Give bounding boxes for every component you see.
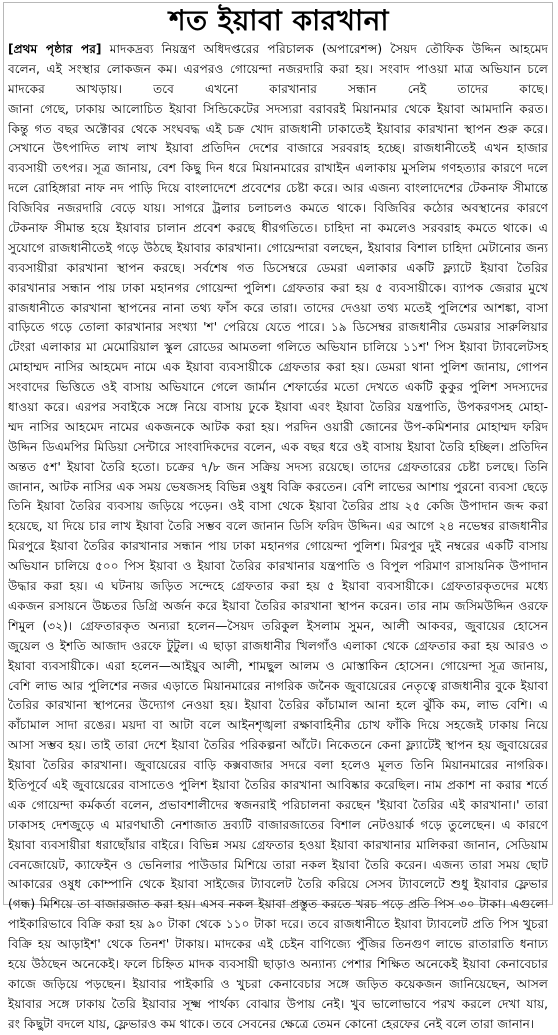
article-line: বেনজোয়েট, ক্যাফেইন ও ভেনিলার পাউডার মিশিয়ে তারা নকল ইয়াবা তৈরি করেন। এজন্য তারা সময় ছোট	[8, 857, 548, 872]
article-line: বাড়িতে গড়ে তোলা কারখানার সংখ্যা 'শ' পেরিয়ে যেতে পারে। ১৯ ডিসেম্বর রাজধানীর ডেমরার সারুলিয়ার	[8, 320, 548, 335]
article-line: রাজধানীতে কারখানা স্থাপনের নানা তথ্য ফাঁস করে তারা। তাদের দেওয়া তথ্য মতেই পুলিশের আশঙ্কা, বাসা	[8, 300, 548, 315]
article-line: জুয়েল ও ইশতি আজাদ ওরফে টুটুল। এ ছাড়া রাজধানীর খিলগাঁও এলাকা থেকে গ্রেফতার করা হয় আরও ৩	[8, 638, 548, 653]
article-line: অন্তত ৫শ' ইয়াবা তৈরি হতো। চক্রের ৭/৮ জন সক্রিয় সদস্য রয়েছে। তাদের গ্রেফতারের চেষ্টা চলছে। তিনি	[8, 459, 548, 474]
article-line: মোহাম্মদ নাসির আহমেদ নামে এক ইয়াবা ব্যবসায়ীকে গ্রেফতার করা হয়। ডেমরা থানা পুলিশ জানায়, গোপন	[8, 360, 548, 375]
article-line: বলেন, এই সংস্থার লোকজন কম। এরপরও গোয়েন্দা নজরদারি করা হয়। সংবাদ পাওয়া মাত্র অভিযান চলে	[8, 61, 548, 76]
article-line: তৈরির কারখানা স্থাপনের উদ্যোগ নেওয়া হয়। ইয়াবা তৈরির কাঁচামাল আনা হলে ঝুঁকি কম, লাভ বেশি। এ	[8, 698, 548, 713]
article-line: সুযোগে রাজধানীতেই গড়ে উঠছে ইয়াবার কারখানা। গোয়েন্দারা বলছেন, ইয়াবার বিশাল চাহিদা মেটানোর জন্য	[8, 240, 548, 255]
continued-from-label: [প্রথম পৃষ্ঠার পর]	[8, 42, 102, 56]
article-line: হয়েছে, যা দিয়ে চার লাখ ইয়াবা তৈরি সম্ভব বলে জানান ডিসি ফরিদ উদ্দিন। এর আগে ২৪ নভেম্বর রাজধানীর	[8, 519, 548, 534]
article-line: মিরপুরে ইয়াবা তৈরির কারখানার সন্ধান পায় ঢাকা মহানগর গোয়েন্দা পুলিশ। মিরপুর দুই নম্বরের একটি বাসায়	[8, 539, 548, 554]
article-line: সেখানে উৎপাদিত লাখ লাখ ইয়াবা প্রতিদিন দেশের বাজারে সরবরাহ হচ্ছে। রাজধানীতেই এখন হাজার	[8, 141, 548, 156]
article-line: কাজে জড়িয়ে পড়ছেন। ইয়াবার পাইকারি ও খুচরা কেনাবেচার সঙ্গে জড়িত কয়েকজন জানিয়েছেন, আসল	[8, 976, 548, 991]
article-line: টেংরা এলাকার মা মেমোরিয়াল স্কুল রোডের আমতলা গলিতে অভিযান চালিয়ে ১১শ' পিস ইয়াবা ট্যাবলেটসহ	[8, 340, 548, 355]
article-line: আসা সম্ভব হয়। তাই তারা দেশে ইয়াবা তৈরির পরিকল্পনা আঁটে। নিকেতনে কেনা ফ্ল্যাটেই স্থাপন হয় জুবায়েরের	[8, 738, 548, 753]
article-line: একজন রসায়নে উচ্চতর ডিগ্রি অর্জন করে ইয়াবা তৈরির কারখানা স্থাপন করেন। তার নাম জসিমউদ্দিন ওরফে	[8, 598, 548, 613]
article-line: ব্যবসায়ীরা কারখানা স্থাপন করছে। সর্বশেষ গত ডিসেম্বরে ডেমরা এলাকার একটি ফ্ল্যাটে ইয়াবা তৈরির	[8, 260, 548, 275]
article-line: কাঁচামাল সাদা রঙের। ময়দা বা আটা বলে আইনশৃঙ্খলা রক্ষাবাহিনীর চোখ ফাঁকি দিয়ে সহজেই ঢাকায় নিয়ে	[8, 718, 548, 733]
article-line: শিমুল (৩২)। গ্রেফতারকৃত অন্যরা হলেন—সৈয়দ তরিকুল ইসলাম সুমন, আলী আকবর, জুবায়ের হোসেন	[8, 618, 548, 633]
article-line: বিক্রি হয় আড়াইশ' থেকে তিনশ' টাকায়। মাদকের এই চেইন বাণিজ্যে পুঁজির তিনগুণ লাভে রাতারাতি ধনাঢ্য	[8, 937, 548, 952]
article-line: আকারের ওষুধ কোম্পানি থেকে ইয়াবা সাইজের ট্যাবলেট তৈরি করিয়ে সেসব ট্যাবলেটে শুধু ইয়াবার ফ্লেভার	[8, 877, 548, 892]
article-line: সংবাদের ভিত্তিতে ওই বাসায় অভিযানে গেলে জার্মান শেফার্ডের মতো দেখতে একটি কুকুর পুলিশ সদস্যদের	[8, 380, 548, 395]
article-line: উদ্দিন ডিএমপির মিডিয়া সেন্টারে সাংবাদিকদের বলেন, এক বছর ধরে ওই বাসায় ইয়াবা তৈরি হচ্ছিল। প্রতিদিন	[8, 439, 548, 454]
article-line	[8, 40, 548, 60]
article-line: মাদকের আখড়ায়। তবে এখনো কারখানার সন্ধান নেই তাদের কাছে।	[8, 81, 548, 96]
article-line: কিন্তু গত বছর অক্টোবর থেকে সংঘবদ্ধ এই চক্র খোদ রাজধানী ঢাকাতেই ইয়াবার কারখানা স্থাপন শুরু করে।	[8, 121, 548, 136]
article-line: টেকনাফ সীমান্ত হয়ে ইয়াবার চালান প্রবেশ করছে ধীরগতিতে। চাহিদা না কমলেও সরবরাহ কমতে থাকে। এ	[8, 221, 548, 236]
article-line: বিজিবির নজরদারি বেড়ে যায়। সাগরে ট্রলার চলাচলও কমতে থাকে। বিজিবির কঠোর অবস্থানের কারণে	[8, 201, 548, 216]
article-line: হয়ে উঠছেন অনেকেই। ফলে চিহ্নিত মাদক ব্যবসায়ী ছাড়াও অন্যান্য পেশার শিক্ষিত অনেকেই ইয়াবা কেনাবেচার	[8, 956, 548, 971]
article-line: উদ্ধার করা হয়। এ ঘটনায় জড়িত সন্দেহে গ্রেফতার করা হয় ৫ ইয়াবা ব্যবসায়ীকে। গ্রেফতারকৃতদের মধ্যে	[8, 579, 548, 594]
article-line: বেশি লাভ আর পুলিশের নজর এড়াতে মিয়ানমারের নাগরিক জনৈক জুবায়েরের নেতৃত্বে রাজধানীর বুকে ইয়াবা	[8, 678, 548, 693]
article-line: রং কিছুটা বদলে যায়, ফ্লেভারও কম থাকে। তবে সেবনের ক্ষেত্রে তেমন কোনো হেরফের নেই বলে তারা জানান।	[8, 1016, 535, 1031]
article-line: ধাওয়া করে। এরপর সবাইকে সঙ্গে নিয়ে বাসায় ঢুকে ইয়াবা এবং ইয়াবা তৈরির যন্ত্রপাতি, উপকরণসহ মোহা-	[8, 400, 548, 415]
article-headline: শত ইয়াবা কারখানা	[169, 4, 389, 37]
article-line: ইতিপূর্বে এই জুবায়েরের বাসাতেও পুলিশ ইয়াবা তৈরির কারখানা আবিষ্কার করেছিল। নাম প্রকাশ না করার শর্তে	[8, 777, 548, 792]
article-line: (গন্ধ) মিশিয়ে তা বাজারজাত করা হয়। এসব নকল ইয়াবা প্রস্তুত করতে খরচ পড়ে প্রতি পিস ৩০ টাকা। এগুলো	[8, 897, 548, 912]
article-line: ইয়াবা ব্যবসায়ীরা ধরাছোঁয়ার বাইরে। বিভিন্ন সময় গ্রেফতার হওয়া ইয়াবা কারখানার মালিকরা জানান, সেডিয়াম	[8, 837, 548, 852]
article-line-text: মাদকদ্রব্য নিয়ন্ত্রণ অধিদপ্তরের পরিচালক (অপারেশন্স) সৈয়দ তৌফিক উদ্দিন আহমেদ	[101, 42, 548, 56]
article-line: ইয়াবার সঙ্গে ঢাকায় তৈরি ইয়াবার সূক্ষ্ম পার্থক্য বোঝার উপায় নেই। খুব ভালোভাবে পরখ করলে দেখা যায়,	[8, 996, 548, 1011]
article-line: ইয়াবা তৈরির কারখানা। জুবায়েরের বাড়ি কক্সবাজার সদরে বলা হলেও মূলত তিনি মিয়ানমারের নাগরিক।	[8, 758, 548, 773]
article-line: কারখানার সন্ধান পায় ঢাকা মহানগর গোয়েন্দা পুলিশ। গ্রেফতার করা হয় ৫ ব্যবসায়ীকে। ব্যাপক জেরার মুখে	[8, 280, 548, 295]
article-line: ম্মদ নাসির আহমেদ নামের একজনকে আটক করা হয়। পরদিন ওয়ারী জোনের উপ-কমিশনার মোহাম্মদ ফরিদ	[8, 419, 548, 434]
article-body	[8, 40, 548, 1035]
article-line: জানান, আটক নাসির এক সময় ভেষজসহ বিভিন্ন ওষুধ বিক্রি করতেন। বেশি লাভের আশায় পুরনো ব্যবসা ছেড়ে	[8, 479, 548, 494]
article-line: পাইকারিভাবে বিক্রি করা হয় ৯০ টাকা থেকে ১১০ টাকা দরে। তবে রাজধানীতে ইয়াবা ট্যাবলেট প্রতি পিস খুচরা	[8, 917, 548, 932]
article-line: ঢাকাসহ দেশজুড়ে এ মারণঘাতী নেশাজাত দ্রব্যটি বাজারজাতের বিশাল নেটওয়ার্ক গড়ে তুলেছেন। এ কারণে	[8, 817, 548, 832]
article-line: এক গোয়েন্দা কর্মকর্তা বলেন, প্রভাবশালীদের স্বজনরাই পরিচালনা করছেন 'ইয়াবা তৈরির এই কারখানা।' তারা	[8, 797, 548, 812]
article-line: দলে রোহিঙ্গারা নাফ নদ পাড়ি দিয়ে বাংলাদেশে প্রবেশের চেষ্টা করে। আর এজন্য বাংলাদেশের টেকনাফ সীমান্তে	[8, 181, 548, 196]
article-line: তিনি ইয়াবা তৈরির ব্যবসায় জড়িয়ে পড়েন। ওই বাসা থেকে ইয়াবা তৈরির প্রায় ২৫ কেজি উপাদান জব্দ করা	[8, 499, 548, 514]
article-line: অভিযান চালিয়ে ৫০০ পিস ইয়াবা ও ইয়াবা তৈরির কারখানার যন্ত্রপাতি ও বিপুল পরিমাণ রাসায়নিক উপাদান	[8, 559, 548, 574]
article-line: ইয়াবা ব্যবসায়ীকে। এরা হলেন—আইয়ুব আলী, শামছুল আলম ও মোস্তাকিন হোসেন। গোয়েন্দা সূত্র জানায়,	[8, 658, 548, 673]
article-line: ব্যবসায়ী তৎপর। সূত্র জানায়, বেশ কিছু দিন ধরে মিয়ানমারের রাখাইন এলাকায় মুসলিম গণহত্যার কারণে দলে	[8, 161, 548, 176]
article-line: জানা গেছে, ঢাকায় আলোচিত ইয়াবা সিন্ডিকেটের সদস্যরা বরাবরই মিয়ানমার থেকে ইয়াবা আমদানি করত।	[8, 101, 548, 116]
